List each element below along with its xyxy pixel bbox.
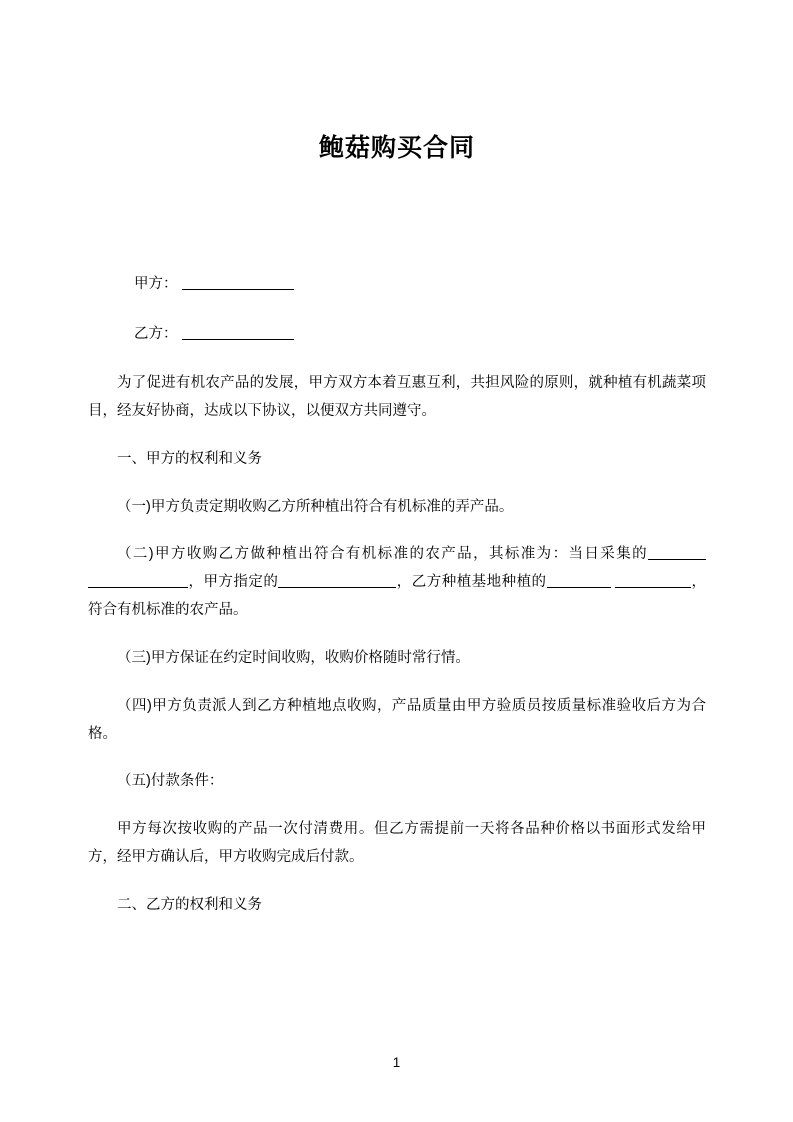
clause-5-paragraph: （五)付款条件： bbox=[117, 773, 224, 790]
clause-2-blank-2[interactable] bbox=[278, 574, 396, 588]
clause-2-blank-1b[interactable] bbox=[88, 574, 188, 588]
clause-2-text-4: ，符合有机标准的农产品。 bbox=[88, 574, 707, 619]
page-title: 鲍菇购买合同 bbox=[318, 134, 475, 162]
title-spacer bbox=[88, 163, 706, 271]
clause-5-detail-paragraph: 甲方每次按收购的产品一次付清费用。但乙方需提前一天将各品种价格以书面形式发给甲方，经甲方确认后，甲方收购完成后付款。 bbox=[88, 821, 706, 866]
clause-4-paragraph: （四)甲方负责派人到乙方种植地点收购，产品质量由甲方验质员按质量标准验收后方为合格。 bbox=[88, 697, 706, 742]
clause-2-blank-3b[interactable] bbox=[615, 574, 691, 588]
party-b-line bbox=[88, 321, 706, 349]
party-b-label: 乙方： bbox=[134, 325, 178, 342]
preamble-paragraph: 为了促进有机农产品的发展，甲方双方本着互惠互利，共担风险的原则，就种植有机蔬菜项目，经友好协商，达成以下协议，以便双方共同遵守。 bbox=[88, 375, 706, 419]
clause-2-blank-1a[interactable] bbox=[648, 546, 706, 560]
party-a-line bbox=[88, 271, 706, 299]
party-a-fill-blank[interactable] bbox=[182, 276, 294, 290]
party-a-label: 甲方： bbox=[134, 276, 178, 292]
clause-3-paragraph: （三)甲方保证在约定时间收购，收购价格随时常行情。 bbox=[117, 649, 470, 666]
clause-2-blank-3a[interactable] bbox=[547, 574, 611, 588]
clause-2-text-3: ，乙方种植基地种植的 bbox=[396, 574, 547, 591]
clause-2-text-2: ，甲方指定的 bbox=[188, 574, 279, 591]
page-number: 1 bbox=[392, 1055, 401, 1070]
clause-1-paragraph: （一)甲方负责定期收购乙方所种植出符合有机标准的弄产品。 bbox=[117, 498, 514, 515]
clause-2-paragraph bbox=[88, 541, 706, 624]
party-b-fill-blank[interactable] bbox=[182, 326, 294, 340]
document-body bbox=[88, 0, 706, 940]
section-two-heading: 二、乙方的权利和义务 bbox=[117, 896, 262, 913]
section-one-heading: 一、甲方的权利和义务 bbox=[117, 450, 262, 467]
clause-2-text-1: （二)甲方收购乙方做种植出符合有机标准的农产品，其标准为：当日采集的 bbox=[117, 546, 648, 563]
